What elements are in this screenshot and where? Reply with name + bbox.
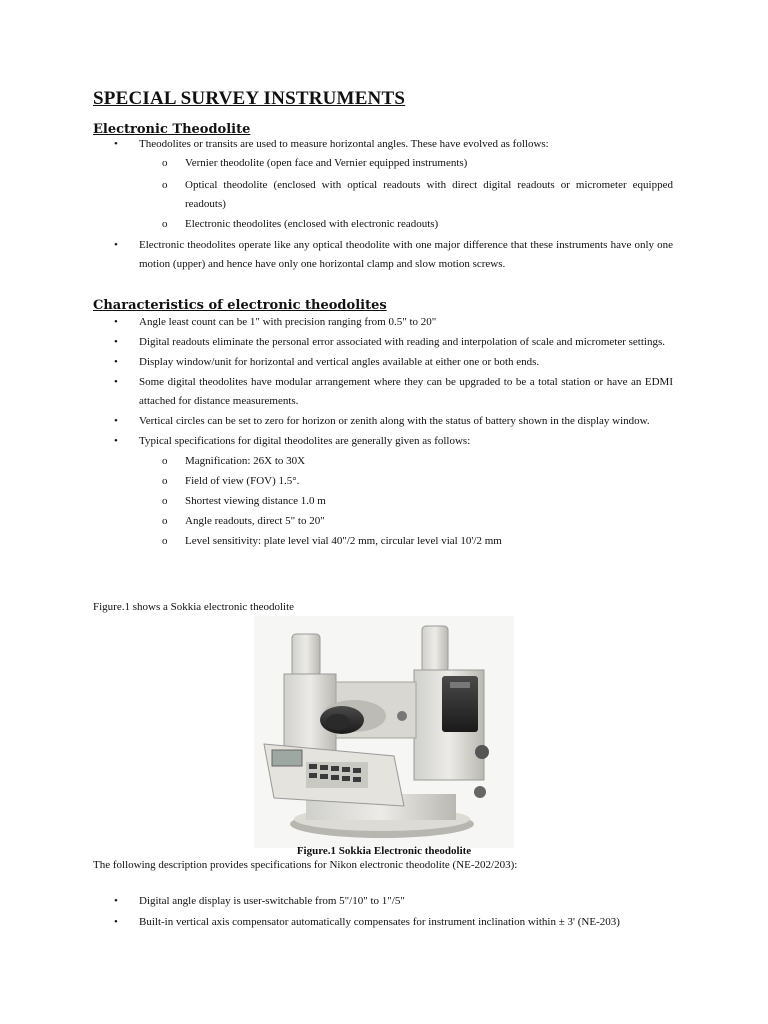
bullet-icon: •: [114, 138, 118, 150]
sub-bullet-icon: o: [162, 455, 168, 467]
sub-bullet-icon: o: [162, 515, 168, 527]
sub-bullet-icon: o: [162, 475, 168, 487]
section2-list: [0, 313, 768, 551]
sub-bullet-icon: o: [162, 495, 168, 507]
list-item: [0, 353, 673, 372]
spec-item: [0, 452, 673, 471]
section1-list: [0, 135, 768, 274]
list-item-text: Built-in vertical axis compensator automatically compensates for instrument inclination within ± 3' (NE-203): [139, 916, 620, 928]
list-item: [0, 373, 673, 411]
spec-item-text: Shortest viewing distance 1.0 m: [185, 495, 326, 507]
list-item-text: Digital readouts eliminate the personal error associated with reading and interpolation of scale and micrometer settings.: [139, 336, 665, 348]
spec-item-text: Angle readouts, direct 5" to 20": [185, 515, 325, 527]
list-item: [0, 236, 673, 274]
list-item-text: Electronic theodolites operate like any optical theodolite with one major difference that these instruments have only one motion (upper) and hence have only one horizontal clamp and slow motion screws.: [139, 239, 673, 270]
list-item-text: Theodolites or transits are used to measure horizontal angles. These have evolved as follows:: [139, 138, 549, 150]
section-heading-characteristics: Characteristics of electronic theodolites: [93, 298, 387, 313]
list-item-text: Angle least count can be 1" with precision ranging from 0.5" to 20": [139, 316, 437, 328]
section3-list: [0, 892, 768, 932]
list-item-text: Some digital theodolites have modular arrangement where they can be upgraded to be a total station or have an EDMI attached for distance measurements.: [139, 376, 673, 407]
list-item: [0, 333, 673, 352]
list-item: [0, 412, 673, 431]
list-item: [0, 432, 673, 451]
list-item-text: Display window/unit for horizontal and vertical angles available at either one or both ends.: [139, 356, 540, 368]
figure-caption: Figure.1 Sokkia Electronic theodolite: [296, 845, 472, 857]
sub-list-item: [0, 176, 673, 214]
bullet-icon: •: [114, 336, 118, 348]
sub-bullet-icon: o: [162, 535, 168, 547]
list-item-text: Vertical circles can be set to zero for horizon or zenith along with the status of battery shown in the display window.: [139, 415, 650, 427]
theodolite-image: [254, 616, 514, 848]
list-item: [0, 135, 673, 154]
section-heading-electronic-theodolite: Electronic Theodolite: [93, 122, 251, 137]
spec-item-text: Magnification: 26X to 30X: [185, 455, 306, 467]
spec-item-text: Field of view (FOV) 1.5°.: [185, 475, 300, 487]
list-item: [0, 892, 673, 911]
theodolite-illustration: [254, 616, 514, 848]
bullet-icon: •: [114, 916, 118, 928]
sub-list-item-text: Vernier theodolite (open face and Vernier equipped instruments): [185, 157, 468, 169]
spec-item: [0, 472, 673, 491]
bullet-icon: •: [114, 356, 118, 368]
description-paragraph: The following description provides specifications for Nikon electronic theodolite (NE-202/203):: [93, 859, 518, 871]
sub-list-item-text: Electronic theodolites (enclosed with electronic readouts): [185, 218, 439, 230]
bullet-icon: •: [114, 895, 118, 907]
list-item: [0, 913, 673, 932]
sub-bullet-icon: o: [162, 218, 168, 230]
spec-item: [0, 512, 673, 531]
bullet-icon: •: [114, 239, 118, 251]
bullet-icon: •: [114, 435, 118, 447]
spec-item: [0, 492, 673, 511]
list-item: [0, 313, 673, 332]
bullet-icon: •: [114, 415, 118, 427]
sub-list-item: [0, 154, 673, 173]
bullet-icon: •: [114, 316, 118, 328]
sub-bullet-icon: o: [162, 157, 168, 169]
figure-intro: Figure.1 shows a Sokkia electronic theodolite: [93, 601, 295, 613]
sub-list-item: [0, 215, 673, 234]
bullet-icon: •: [114, 376, 118, 388]
list-item-text: Digital angle display is user-switchable from 5"/10" to 1"/5": [139, 895, 405, 907]
spec-item: [0, 532, 673, 551]
sub-bullet-icon: o: [162, 179, 168, 191]
spec-item-text: Level sensitivity: plate level vial 40"/2 mm, circular level vial 10'/2 mm: [185, 535, 502, 547]
sub-list-item-text: Optical theodolite (enclosed with optical readouts with direct digital readouts or micrometer equipped readouts): [185, 179, 673, 210]
list-item-text: Typical specifications for digital theodolites are generally given as follows:: [139, 435, 471, 447]
page-title: SPECIAL SURVEY INSTRUMENTS: [93, 88, 406, 109]
